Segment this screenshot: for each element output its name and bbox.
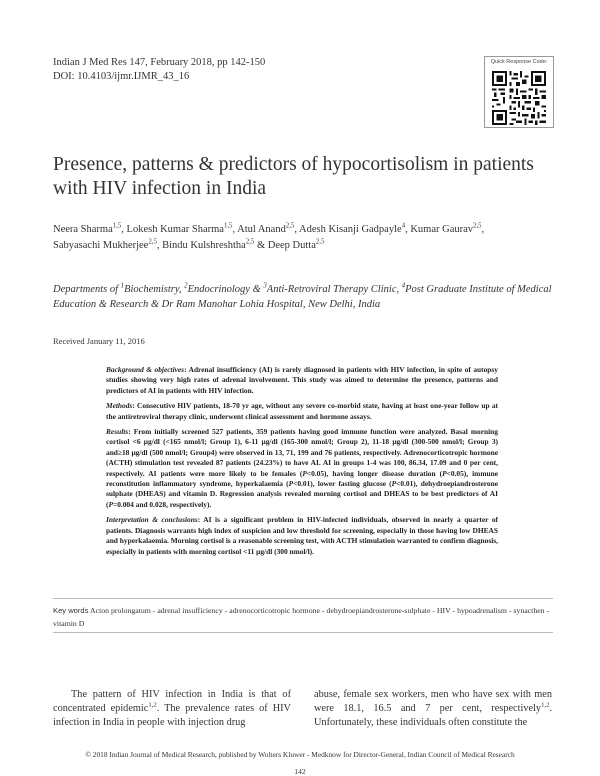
author: Lokesh Kumar Sharma <box>126 224 224 235</box>
received-date: Received January 11, 2016 <box>53 336 145 346</box>
abstract-conclusions: Interpretation & conclusions: AI is a significant problem in HIV-infected individuals, observed in nearly a quarter of patients. Diagnosis warrants high index of suspicion and low threshold for screening, especially in those having low DHEAS and hyperkalaemia. Morning cortisol is a reasonable screening test, with ACTH stimulation warranted to confirm diagnosis, especially in patients with morning cortisol <11 μg/dl (300 nmol/l). <box>106 515 498 556</box>
author: Bindu Kulshreshtha <box>162 239 246 251</box>
journal-header <box>53 56 265 84</box>
keywords-text: Acton prolongatum - adrenal insufficiency - adrenocorticotropic hormone - dehydroepiandrosterone-sulphate - HIV - hypoadrenalism - synacthen - vitamin D <box>53 606 550 628</box>
keywords-label: Key words <box>53 606 89 615</box>
doi: DOI: 10.4103/ijmr.IJMR_43_16 <box>53 71 190 82</box>
author: Adesh Kisanji Gadpayle <box>299 224 402 235</box>
qr-code-box <box>484 56 554 128</box>
abstract <box>106 365 498 562</box>
copyright-footer: © 2018 Indian Journal of Medical Research, published by Wolters Kluwer - Medknow for Director-General, Indian Council of Medical Research <box>85 750 515 759</box>
page-number: 142 <box>294 767 306 776</box>
author: Deep Dutta <box>267 239 316 251</box>
abstract-background: Background & objectives: Adrenal insufficiency (AI) is rarely diagnosed in patients with HIV infection, in spite of autopsy studies showing very high rates of adrenal involvement. This study was aimed to determine the presence, patterns and predictors of AI in patients with HIV infection. <box>106 365 498 395</box>
qr-code-icon <box>492 71 546 125</box>
author: Kumar Gaurav <box>410 224 474 235</box>
divider <box>53 598 553 599</box>
article-title: Presence, patterns & predictors of hypocortisolism in patients with HIV infection in India <box>53 154 534 199</box>
abstract-results: Results: From initially screened 527 patients, 359 patients having good immune function were analyzed. Basal morning cortisol <6 μg/dl (<165 nmol/l; Group 1), 6-11 μg/dl (165-300 nmol/l; Group 2), 11-18 μg/dl (300-500 nmol/l; Group 3) and≥18 μg/dl (500 nmol/l; Group4) were observed in 13, 71, 199 and 76 patients, respectively. Adrenocorticotropic hormone (ACTH) stimulation test revealed 87 patients (24.23%) to have AI. AI in groups 1-4 was 100, 86.34, 17.09 and 0 per cent, respectively. AI patients were more likely to be females (P<0.05), having longer disease duration (P<0.05), immune reconstitution inflammatory syndrome, hyperkalaemia (P<0.01), lower fasting glucose (P<0.01), dehydroepiandrosterone sulphate (DHEAS) and vitamin D. Regression analysis revealed morning cortisol and DHEAS to be best predictors of AI (P=0.004 and 0.028, respectively). <box>106 427 499 509</box>
divider <box>53 632 553 633</box>
author-list: Neera Sharma$^{1,5}$, Lokesh Kumar Sharma$^{1,5}$, Atul Anand$^{2,5}$, Adesh Kisanji Gadpayle$^4$, Kumar Gaurav$^{2,5}$, Sabyasachi Mukherjee$^{2,5}$, Bindu Kulshreshtha$^{2,5}$ & Deep Dutta$^{2,5}$ <box>53 222 485 251</box>
author: Sabyasachi Mukherjee <box>53 239 149 251</box>
body-column-right: abuse, female sex workers, men who have sex with men were 18.1, 16.5 and 7 per cent, respectively$^{1,2}$. Unfortunately, these individuals often constitute the <box>314 689 552 728</box>
affiliation: Departments of $^1$Biochemistry, $^2$Endocrinology & $^3$Anti-Retroviral Therapy Clinic, $^4$Post Graduate Institute of Medical Education & Research & Dr Ram Manohar Lohia Hospital, New Delhi, India <box>53 282 552 310</box>
body-column-left: The pattern of HIV infection in India is that of concentrated epidemic$^{1,2}$. The prevalence rates of HIV infection in India in people with injection drug <box>53 689 291 728</box>
author: Atul Anand <box>237 224 286 235</box>
author: Neera Sharma <box>53 224 113 235</box>
keywords <box>53 605 553 630</box>
qr-caption: Quick Response Code: <box>490 59 548 65</box>
citation: Indian J Med Res 147, February 2018, pp 142-150 <box>53 57 266 68</box>
abstract-methods: Methods: Consecutive HIV patients, 18-70 yr age, without any severe co-morbid state, having at least one-year follow up at the antiretroviral therapy clinic, underwent clinical assessment and hormone assays. <box>106 401 498 421</box>
